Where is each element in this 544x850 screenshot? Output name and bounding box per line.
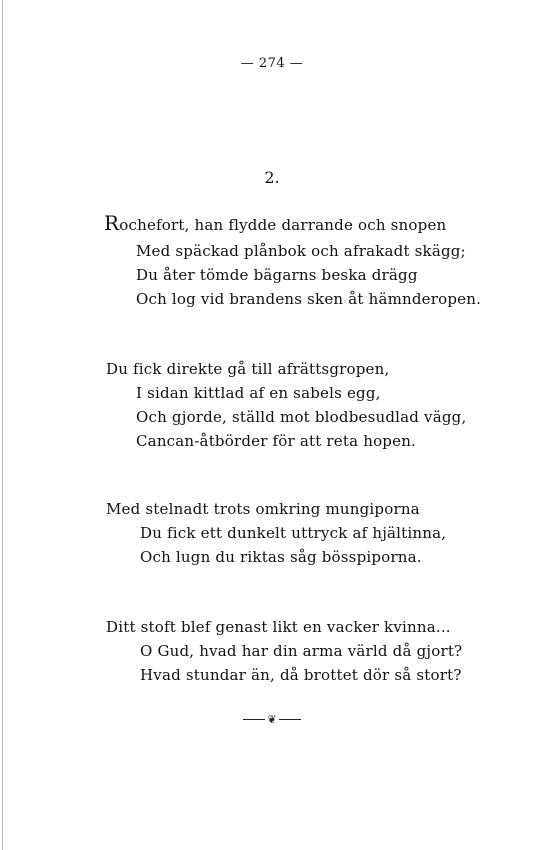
poem-line: Med stelnadt trots omkring mungiporna	[106, 500, 420, 518]
poem-line: O Gud, hvad har din arma värld då gjort?	[140, 642, 463, 660]
poem-line: Med späckad plånbok och afrakadt skägg;	[136, 242, 466, 260]
drop-cap-letter: R	[104, 211, 120, 235]
ornament-divider	[0, 712, 544, 726]
poem-line: Du fick direkte gå till afrättsgropen,	[106, 360, 390, 378]
poem-line: Och log vid brandens sken åt hämnderopen.	[136, 290, 482, 308]
section-number: 2.	[264, 168, 280, 187]
ornament-rule-right	[279, 719, 301, 720]
poem-line: Och gjorde, ställd mot blodbesudlad vägg,	[136, 408, 467, 426]
poem-line: Och lugn du riktas såg bösspiporna.	[140, 548, 422, 566]
ornament-rule-left	[243, 719, 265, 720]
poem-line: Ditt stoft blef genast likt en vacker kvinna...	[106, 618, 451, 636]
fleuron-icon: ❦	[267, 713, 277, 726]
poem-line-text: ochefort, han flydde darrande och snopen	[119, 216, 447, 234]
poem-line: I sidan kittlad af en sabels egg,	[136, 384, 381, 402]
poem-line: Du åter tömde bägarns beska drägg	[136, 266, 418, 284]
poem-line: Du fick ett dunkelt uttryck af hjältinna,	[140, 524, 447, 542]
page-number: — 274 —	[240, 56, 304, 71]
poem-line: Cancan-åtbörder för att reta hopen.	[136, 432, 417, 450]
poem-line	[104, 211, 447, 235]
poem-line: Hvad stundar än, då brottet dör så stort?	[140, 666, 462, 684]
